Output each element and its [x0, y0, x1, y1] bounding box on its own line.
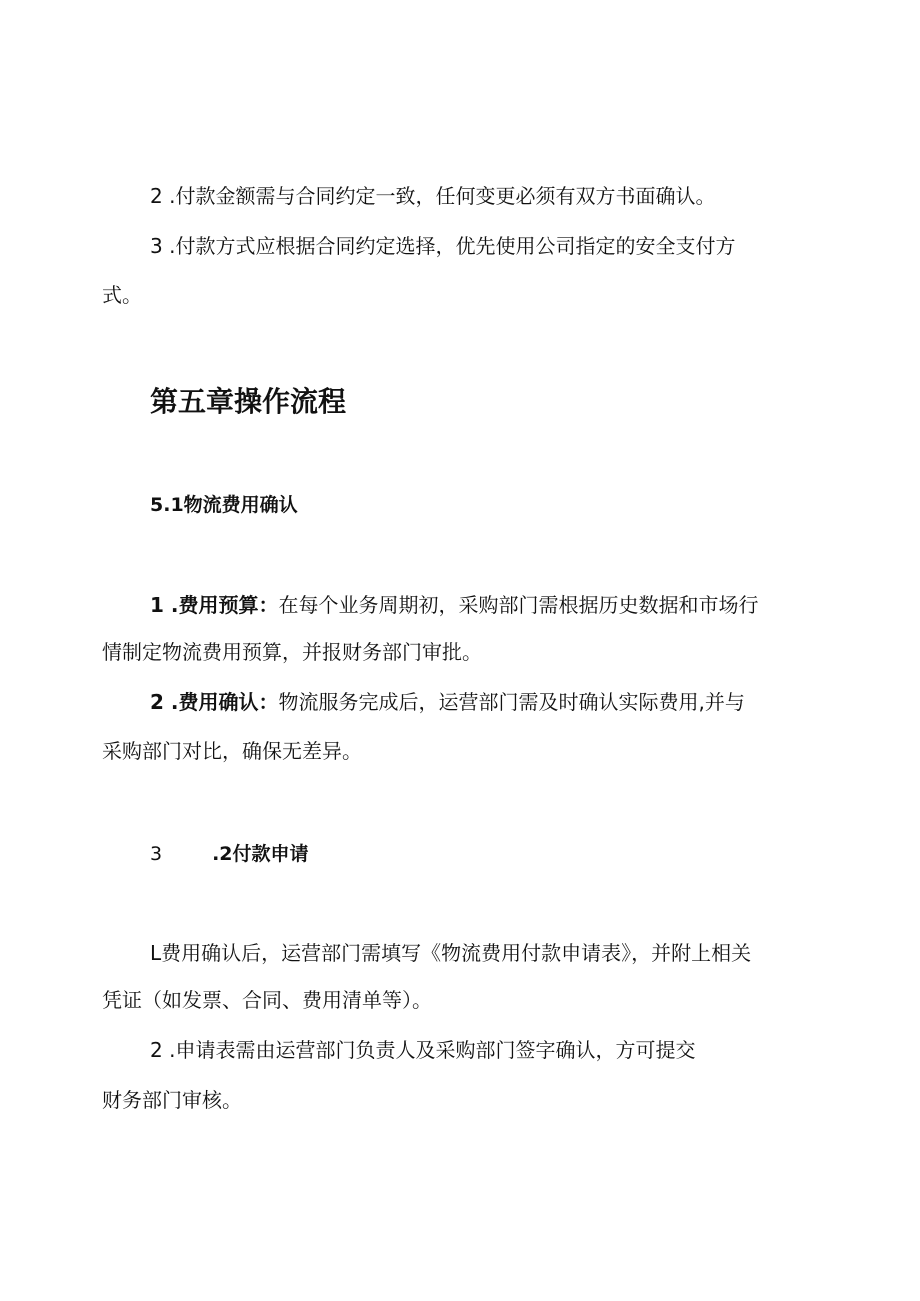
budget-item-text: 在每个业务周期初，采购部门需根据历史数据和市场行 [278, 593, 759, 617]
payment-method-clause: 3 .付款方式应根据合同约定选择，优先使用公司指定的安全支付方 [150, 234, 736, 258]
chapter-title: 第五章操作流程 [150, 385, 347, 418]
signoff-item: 2 .申请表需由运营部门负责人及采购部门签字确认，方可提交 [150, 1038, 696, 1062]
budget-item [150, 591, 758, 619]
payment-method-clause-cont: 式。 [102, 283, 142, 307]
signoff-item-cont: 财务部门审核。 [102, 1088, 242, 1112]
confirm-item-cont: 采购部门对比，确保无差异。 [102, 739, 362, 763]
confirm-item-text: 物流服务完成后，运营部门需及时确认实际费用,并与 [278, 690, 745, 714]
confirm-item-label: 2 .费用确认： [150, 690, 279, 714]
budget-item-label: 1 .费用预算： [150, 593, 279, 617]
section-heading-5-2-num: 3 [150, 843, 163, 865]
application-item-cont: 凭证（如发票、合同、费用清单等）。 [102, 988, 432, 1012]
section-heading-5-1: 5.1物流费用确认 [150, 494, 298, 516]
section-heading-5-2-text: .2付款申请 [212, 843, 309, 865]
payment-amount-clause: 2 .付款金额需与合同约定一致，任何变更必须有双方书面确认。 [150, 184, 716, 208]
confirm-item [150, 688, 745, 716]
application-item: L费用确认后，运营部门需填写《物流费用付款申请表》，并附上相关 [150, 941, 752, 965]
section-heading-5-2 [150, 840, 309, 868]
budget-item-cont: 情制定物流费用预算，并报财务部门审批。 [102, 640, 482, 664]
